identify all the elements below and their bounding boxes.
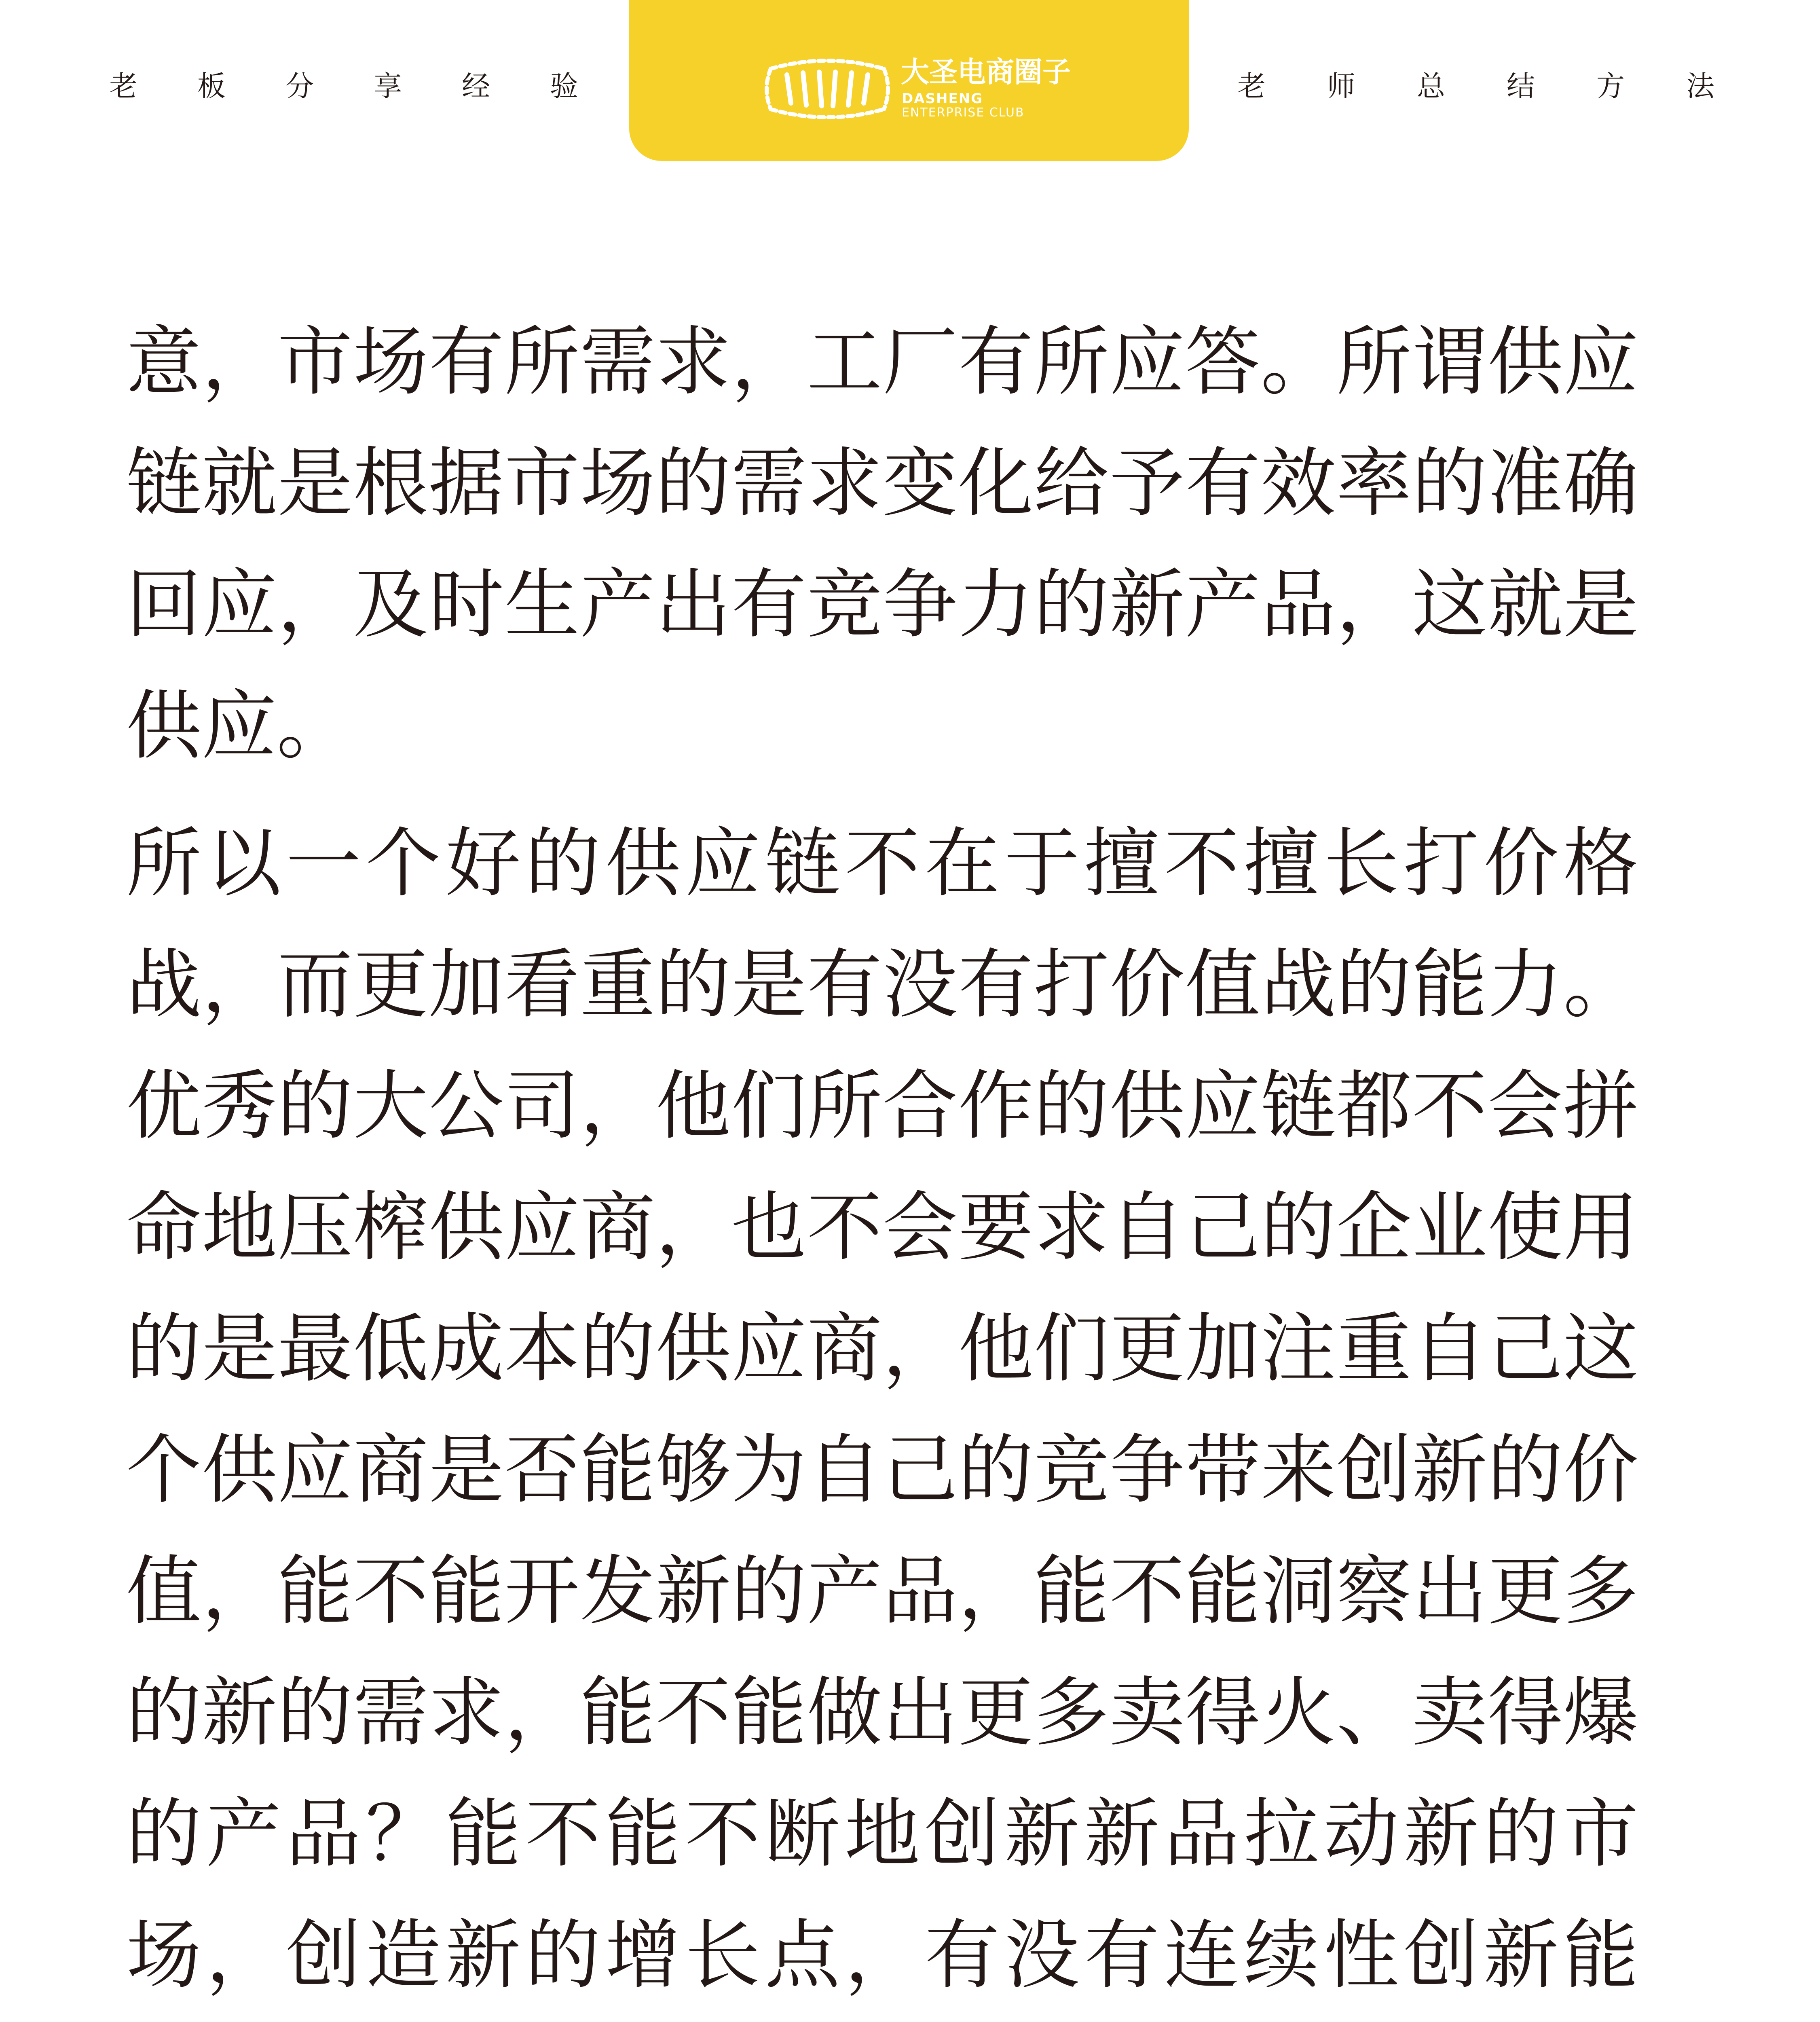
header-left-char: 老 bbox=[109, 70, 137, 103]
logo-tab bbox=[629, 0, 1189, 161]
header-left-label bbox=[109, 68, 578, 104]
header-right-label bbox=[1237, 68, 1714, 104]
paragraph-supply-chain: 所以一个好的供应链不在于擅不擅长打价格战，而更加看重的是有没有打价值战的能力。优秀的大公司，他们所合作的供应链都不会拼命地压榨供应商，也不会要求自己的企业使用的是最低成本的供应商，他们更加注重自己这个供应商是否能够为自己的竞争带来创新的价值，能不能开发新的产品，能不能洞察出更多的新的需求，能不能做出更多卖得火、卖得爆的产品？能不能不断地创新新品拉动新的市场，创造新的增长点，有没有连续性创新能 bbox=[126, 819, 1638, 1999]
logo-tagline-en: ENTERPRISE CLUB bbox=[902, 106, 1025, 120]
header-right-char: 老 bbox=[1237, 70, 1266, 103]
paragraph-continued: 意，市场有所需求，工厂有所应答。所谓供应链就是根据市场的需求变化给予有效率的准确回应，及时生产出有竞争力的新产品，这就是供应。 bbox=[126, 318, 1638, 770]
ring-logo-icon bbox=[763, 53, 892, 125]
header-right-char: 总 bbox=[1417, 70, 1445, 103]
header-left-char: 享 bbox=[374, 70, 402, 103]
article-body bbox=[126, 301, 1638, 2022]
logo-name-en: DASHENG bbox=[902, 91, 983, 107]
header-left-char: 分 bbox=[285, 70, 314, 103]
logo-name-cn: 大圣电商圈子 bbox=[901, 55, 1071, 89]
header-left-char: 验 bbox=[550, 70, 578, 103]
header-left-char: 经 bbox=[462, 70, 490, 103]
header-right-char: 方 bbox=[1596, 70, 1625, 103]
header-left-char: 板 bbox=[197, 70, 226, 103]
header-right-char: 师 bbox=[1327, 70, 1355, 103]
header-right-char: 结 bbox=[1507, 70, 1535, 103]
header-right-char: 法 bbox=[1686, 70, 1714, 103]
